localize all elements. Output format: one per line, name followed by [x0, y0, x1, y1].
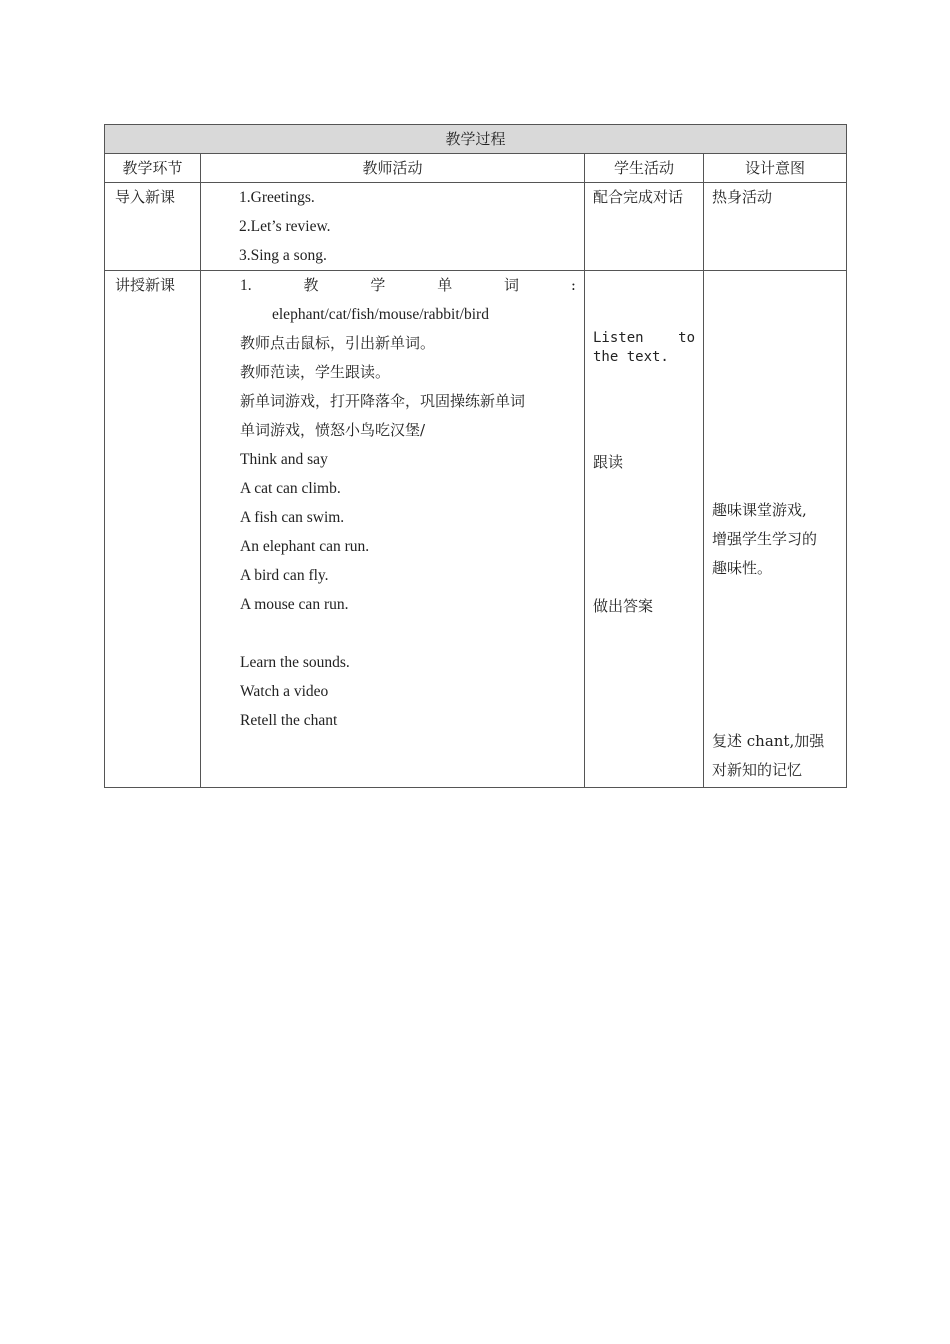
student-activity-cell — [585, 183, 704, 271]
list-item: Watch a video — [240, 683, 329, 700]
list-item: A fish can swim. — [240, 509, 345, 526]
list-item: Think and say — [240, 451, 328, 468]
design-intent-cell — [704, 183, 847, 271]
list-item: 2.Let’s review. — [239, 218, 331, 235]
stage-label: 导入新课 — [115, 188, 176, 206]
list-item: 教师范读，学生跟读。 — [240, 363, 391, 381]
teacher-activity-cell — [201, 183, 585, 271]
list-item: Learn the sounds. — [240, 654, 350, 671]
list-item: 单词游戏，愤怒小鸟吃汉堡/ — [240, 421, 426, 439]
header-teacher-activity: 教师活动 — [201, 154, 585, 183]
design-intent-text: 热身活动 — [712, 188, 773, 206]
stage-cell — [105, 183, 201, 271]
stage-cell — [105, 271, 201, 788]
list-item: A mouse can run. — [240, 596, 349, 613]
list-item: 1.Greetings. — [239, 189, 315, 206]
design-intent-cell — [704, 271, 847, 788]
list-item: 教师点击鼠标，引出新单词。 — [240, 334, 436, 352]
student-activity-cell — [585, 271, 704, 788]
listen-line: Listen to — [593, 330, 695, 346]
blank-line — [240, 619, 576, 648]
list-item: Retell the chant — [240, 712, 338, 729]
teaching-process-table — [104, 124, 847, 788]
list-item: 新单词游戏，打开降落伞，巩固操练新单词 — [240, 392, 526, 410]
follow-read-text: 跟读 — [593, 453, 624, 471]
chant-intent: 复述 chant,加强 对新知的记忆 — [712, 732, 825, 779]
list-item: 3.Sing a song. — [239, 247, 327, 264]
header-stage: 教学环节 — [105, 154, 201, 183]
header-student-activity: 学生活动 — [585, 154, 704, 183]
listen-line-2: the text. — [593, 349, 669, 365]
list-item: A cat can climb. — [240, 480, 341, 497]
student-activity-text: 配合完成对话 — [593, 188, 684, 206]
list-item: A bird can fly. — [240, 567, 329, 584]
table-row — [105, 183, 847, 271]
table-title: 教学过程 — [105, 125, 847, 154]
table-row — [105, 271, 847, 788]
list-item: An elephant can run. — [240, 538, 370, 555]
teacher-activity-cell — [201, 271, 585, 788]
header-design-intent: 设计意图 — [704, 154, 847, 183]
game-intent: 趣味课堂游戏, 增强学生学习的 趣味性。 — [712, 501, 818, 577]
vocab-words: elephant/cat/fish/mouse/rabbit/bird — [272, 306, 489, 323]
vocab-heading: 1. 教 学 单 词 : — [240, 276, 576, 294]
header-row — [105, 154, 847, 183]
answer-text: 做出答案 — [593, 597, 654, 615]
stage-label: 讲授新课 — [115, 276, 176, 294]
